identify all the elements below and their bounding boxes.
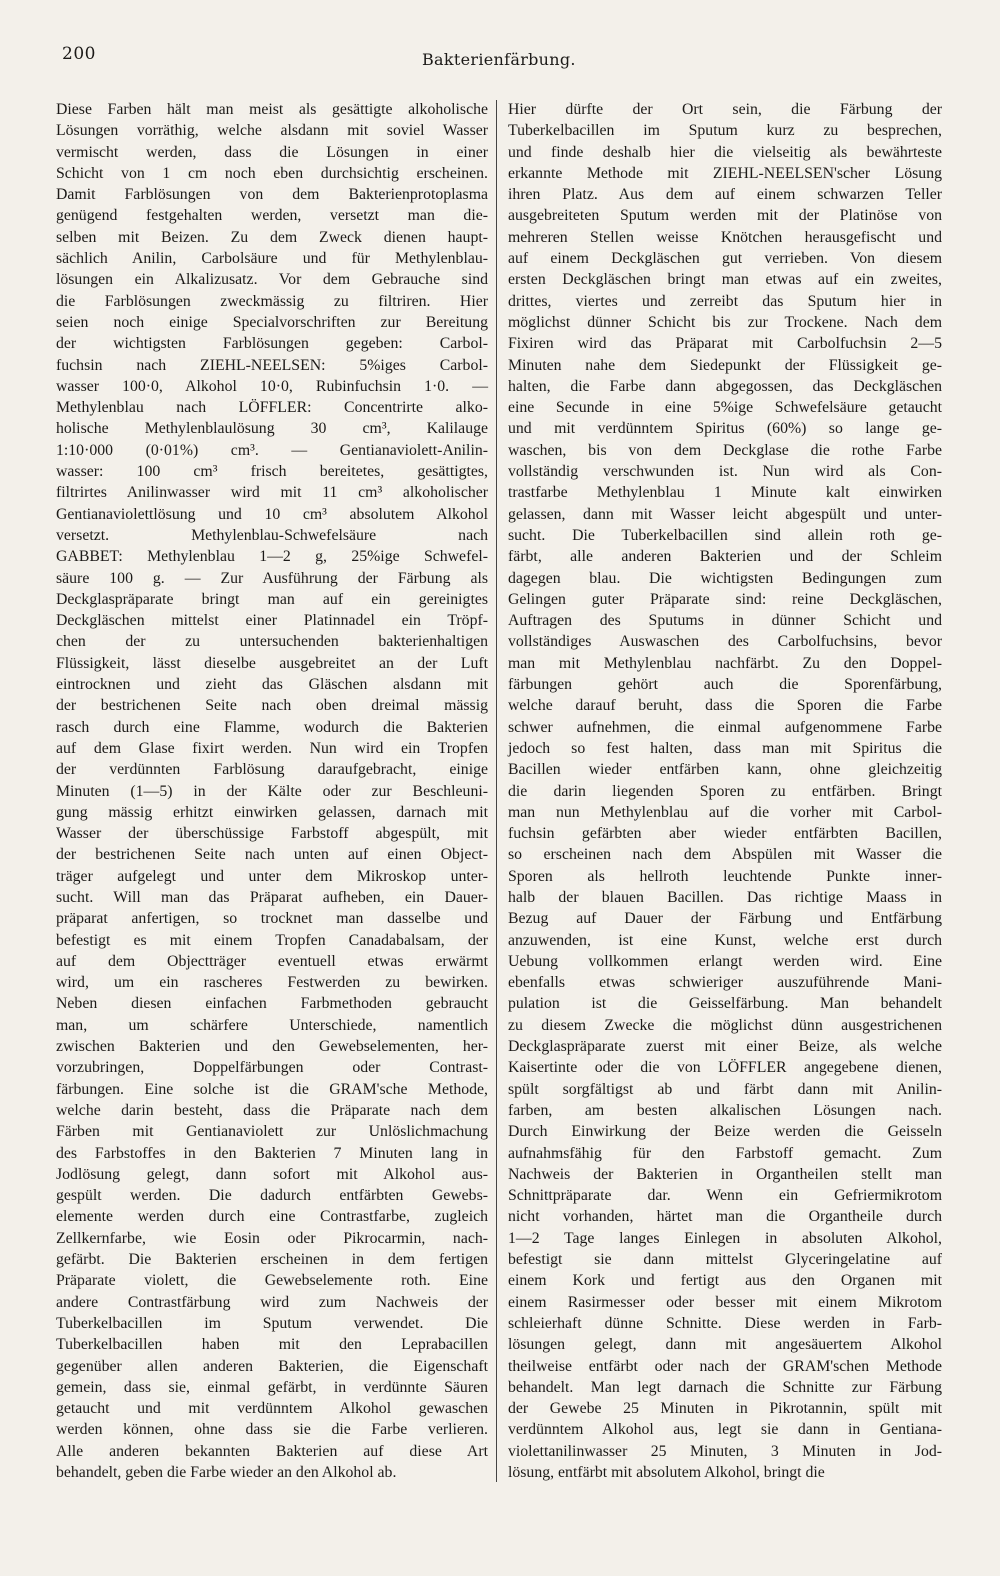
text-line: färbt, alle anderen Bakterien und der Schleim [508, 548, 942, 566]
text-line: filtrirtes Anilinwasser wird mit 11 cm³ alkoholischer [56, 484, 488, 502]
text-line: Nachweis der Bakterien in Organtheilen stellt man [508, 1165, 942, 1183]
text-line: elemente werden durch eine Contrastfarbe, zugleich [56, 1208, 488, 1226]
text-line: erkannte Methode mit ZIEHL-NEELSEN'scher Lösung [508, 164, 942, 182]
text-line: halb der blauen Bacillen. Das richtige Maass in [508, 888, 942, 906]
text-line: einem Kork und fertigt aus den Organen mit [508, 1272, 942, 1290]
text-line: rasch durch eine Flamme, wodurch die Bakterien [56, 718, 488, 736]
text-line: trastfarbe Methylenblau 1 Minute kalt einwirken [508, 484, 942, 502]
running-title: Bakterienfärbung. [422, 50, 576, 69]
text-line: auf dem Glase fixirt werden. Nun wird ein Tropfen [56, 739, 488, 757]
text-line: welche darauf beruht, dass die Sporen die Farbe [508, 697, 942, 715]
right-text-column [508, 99, 942, 1483]
text-line: violettanilinwasser 25 Minuten, 3 Minuten in Jod- [508, 1442, 942, 1460]
text-line: Alle anderen bekannten Bakterien auf diese Art [56, 1442, 488, 1460]
text-line: sucht. Will man das Präparat aufheben, ein Dauer- [56, 888, 488, 906]
text-line: und mit verdünntem Spiritus (60%) so lange ge- [508, 420, 942, 438]
text-line: Färben mit Gentianaviolett zur Unlöslichmachung [56, 1123, 488, 1141]
text-line: einem Rasirmesser oder besser mit einem Mikrotom [508, 1293, 942, 1311]
text-line: andere Contrastfärbung wird zum Nachweis der [56, 1293, 488, 1311]
text-line: Bacillen wieder entfärben kann, ohne gleichzeitig [508, 761, 942, 779]
text-line: die darin liegenden Sporen zu entfärben. Bringt [508, 782, 942, 800]
text-line: zu diesem Zwecke die möglichst dünn ausgestrichenen [508, 1016, 942, 1034]
text-line: gespült werden. Die dadurch entfärbten Gewebs- [56, 1187, 488, 1205]
text-line: und finde deshalb hier die vielseitig als bewährteste [508, 143, 942, 161]
text-line: präparat anfertigen, so trocknet man dasselbe und [56, 910, 488, 928]
text-line: spült sorgfältigst ab und färbt dann mit Anilin- [508, 1080, 942, 1098]
text-line: sächlich Anilin, Carbolsäure und für Methylenblau- [56, 250, 488, 268]
text-line: welche darin besteht, dass die Präparate nach dem [56, 1101, 488, 1119]
text-line: lösungen ein Alkalizusatz. Vor dem Gebrauche sind [56, 271, 488, 289]
text-line: Diese Farben hält man meist als gesättigte alkoholische [56, 101, 488, 118]
text-line: behandelt. Man legt darnach die Schnitte zur Färbung [508, 1378, 942, 1396]
text-line: seien noch einige Specialvorschriften zur Bereitung [56, 313, 488, 331]
text-line: vorzubringen, Doppelfärbungen oder Contrast- [56, 1059, 488, 1077]
text-line: vollständig verschwunden ist. Nun wird als Con- [508, 463, 942, 481]
text-line: pulation ist die Geisselfärbung. Man behandelt [508, 995, 942, 1013]
text-line: Wasser der überschüssige Farbstoff abgespült, mit [56, 825, 488, 843]
text-line: man, um schärfere Unterschiede, namentlich [56, 1016, 488, 1034]
text-line: wasser 100·0, Alkohol 10·0, Rubinfuchsin 1·0. — [56, 377, 488, 395]
text-line: der Gewebe 25 Minuten in Pikrotannin, spült mit [508, 1400, 942, 1418]
text-line: vermischt werden, dass die Lösungen in einer [56, 143, 488, 161]
text-line: der wichtigsten Farblösungen gegeben: Carbol- [56, 335, 488, 353]
text-line: man mit Methylenblau nachfärbt. Zu den Doppel- [508, 654, 942, 672]
text-line: lösung, entfärbt mit absolutem Alkohol, bringt die [508, 1464, 825, 1481]
text-line: so erscheinen nach dem Abspülen mit Wasser die [508, 846, 942, 864]
text-line: drittes, viertes und zerreibt das Sputum hier in [508, 292, 942, 310]
text-line: jedoch so fest halten, dass man mit Spiritus die [508, 739, 942, 757]
text-line: befestigt es mit einem Tropfen Canadabalsam, der [56, 931, 488, 949]
page-header [62, 44, 582, 74]
text-line: Neben diesen einfachen Farbmethoden gebraucht [56, 995, 488, 1013]
text-line: behandelt, geben die Farbe wieder an den Alkohol ab. [56, 1464, 397, 1481]
text-line: 1—2 Tage langes Einlegen in absoluten Alkohol, [508, 1229, 942, 1247]
text-line: Hier dürfte der Ort sein, die Färbung der [508, 101, 942, 118]
text-line: Lösungen vorräthig, welche alsdann mit soviel Wasser [56, 122, 488, 140]
page-number: 200 [62, 44, 96, 64]
text-line: ersten Deckgläschen bringt man etwas auf ein zweites, [508, 271, 942, 289]
text-line: ihren Platz. Aus dem auf einem schwarzen Teller [508, 186, 942, 204]
text-line: Gentianaviolettlösung und 10 cm³ absolutem Alkohol [56, 505, 488, 523]
text-line: befestigt sie dann mittelst Glyceringelatine auf [508, 1251, 942, 1269]
text-line: Deckglaspräparate zuerst mit einer Beize, als welche [508, 1038, 942, 1056]
column-divider [496, 100, 497, 1482]
text-line: schleierhaft dünne Schnitte. Diese werden in Farb- [508, 1314, 942, 1332]
text-line: fuchsin nach ZIEHL-NEELSEN: 5%iges Carbol- [56, 356, 488, 374]
text-line: wird, um ein rascheres Festwerden zu bewirken. [56, 974, 488, 992]
text-line: träger aufgelegt und unter dem Mikroskop unter- [56, 867, 488, 885]
text-line: zwischen Bakterien und den Gewebselementen, her- [56, 1038, 488, 1056]
text-line: man nun Methylenblau auf die vorher mit Carbol- [508, 803, 942, 821]
text-line: sucht. Die Tuberkelbacillen sind allein roth ge- [508, 526, 942, 544]
text-line: GABBET: Methylenblau 1—2 g, 25%ige Schwefel- [56, 548, 488, 566]
text-line: Jodlösung gelegt, dann sofort mit Alkohol aus- [56, 1165, 488, 1183]
text-line: der bestrichenen Seite nach oben dreimal mässig [56, 697, 488, 715]
text-line: versetzt. Methylenblau-Schwefelsäure nach [56, 526, 488, 544]
text-line: theilweise entfärbt oder nach der GRAM'schen Methode [508, 1357, 942, 1375]
text-line: Minuten nahe dem Siedepunkt der Flüssigkeit ge- [508, 356, 942, 374]
text-line: Sporen als hellroth leuchtende Punkte inner- [508, 867, 942, 885]
text-line: Schnittpräparate dar. Wenn ein Gefriermikrotom [508, 1187, 942, 1205]
text-line: Durch Einwirkung der Beize werden die Geisseln [508, 1123, 942, 1141]
text-line: Kaisertinte oder die von LÖFFLER angegebene dienen, [508, 1059, 942, 1077]
text-line: 1:10·000 (0·01%) cm³. — Gentianaviolett-Anilin- [56, 441, 488, 459]
text-line: gung mässig erhitzt einwirken gelassen, darnach mit [56, 803, 488, 821]
text-line: selben mit Beizen. Zu dem Zweck dienen haupt- [56, 228, 488, 246]
text-line: fuchsin gefärbten aber wieder entfärbten Bacillen, [508, 825, 942, 843]
text-line: verdünntem Alkohol aus, legt sie dann in Gentiana- [508, 1421, 942, 1439]
text-line: säure 100 g. — Zur Ausführung der Färbung als [56, 569, 488, 587]
text-line: gegenüber allen anderen Bakterien, die Eigenschaft [56, 1357, 488, 1375]
text-line: Zellkernfarbe, wie Eosin oder Pikrocarmin, nach- [56, 1229, 488, 1247]
text-line: getaucht und mit verdünntem Alkohol gewaschen [56, 1400, 488, 1418]
text-line: eine Secunde in eine 5%ige Schwefelsäure getaucht [508, 399, 942, 417]
text-line: vollständiges Auswaschen des Carbolfuchsins, bevor [508, 633, 942, 651]
text-line: mehreren Stellen weisse Knötchen herausgefischt und [508, 228, 942, 246]
text-line: eintrocknen und zieht das Gläschen alsdann mit [56, 676, 488, 694]
text-line: färbungen. Eine solche ist die GRAM'sche Methode, [56, 1080, 488, 1098]
text-line: schwer aufnehmen, die einmal aufgenommene Farbe [508, 718, 942, 736]
text-line: Deckgläschen mittelst einer Platinnadel ein Tröpf- [56, 612, 488, 630]
text-line: Deckglaspräparate bringt man auf ein gereinigtes [56, 590, 488, 608]
text-line: die Farblösungen zweckmässig zu filtriren. Hier [56, 292, 488, 310]
text-line: der bestrichenen Seite nach unten auf einen Object- [56, 846, 488, 864]
text-line: Bezug auf Dauer der Färbung und Entfärbung [508, 910, 942, 928]
text-line: Methylenblau nach LÖFFLER: Concentrirte alko- [56, 399, 488, 417]
text-line: anzuwenden, ist eine Kunst, welche erst durch [508, 931, 942, 949]
text-line: Minuten (1—5) in der Kälte oder zur Beschleuni- [56, 782, 488, 800]
text-line: holische Methylenblaulösung 30 cm³, Kalilauge [56, 420, 488, 438]
text-line: Schicht von 1 cm noch eben durchsichtig erscheinen. [56, 164, 488, 182]
text-line: ausgebreiteten Sputum werden mit der Platinöse von [508, 207, 942, 225]
text-line: aufnahmsfähig für den Farbstoff gemacht. Zum [508, 1144, 942, 1162]
text-line: gemein, dass sie, einmal gefärbt, in verdünnte Säuren [56, 1378, 488, 1396]
text-line: Auftragen des Sputums in dünner Schicht und [508, 612, 942, 630]
text-line: dagegen blau. Die wichtigsten Bedingungen zum [508, 569, 942, 587]
text-line: auf einem Deckgläschen gut verrieben. Von diesem [508, 250, 942, 268]
text-line: Gelingen guter Präparate sind: reine Deckgläschen, [508, 590, 942, 608]
text-line: der verdünnten Farblösung daraufgebracht, einige [56, 761, 488, 779]
text-line: färbungen gehört auch die Sporenfärbung, [508, 676, 942, 694]
text-line: wasser: 100 cm³ frisch bereitetes, gesättigtes, [56, 463, 488, 481]
text-line: auf dem Objectträger eventuell etwas erwärmt [56, 952, 488, 970]
text-line: gefärbt. Die Bakterien erscheinen in dem fertigen [56, 1251, 488, 1269]
text-line: waschen, bis von dem Deckglase die rothe Farbe [508, 441, 942, 459]
text-line: möglichst dünner Schicht bis zur Trockene. Nach dem [508, 313, 942, 331]
left-text-column [56, 99, 488, 1483]
text-line: nicht vorhanden, härtet man die Organtheile durch [508, 1208, 942, 1226]
text-line: ebenfalls etwas schwieriger auszuführende Mani- [508, 974, 942, 992]
text-line: Flüssigkeit, lässt dieselbe ausgebreitet an der Luft [56, 654, 488, 672]
text-line: des Farbstoffes in den Bakterien 7 Minuten lang in [56, 1144, 488, 1162]
text-line: farben, am besten alkalischen Lösungen nach. [508, 1101, 942, 1119]
text-line: chen der zu untersuchenden bakterienhaltigen [56, 633, 488, 651]
text-line: Tuberkelbacillen im Sputum verwendet. Die [56, 1314, 488, 1332]
text-line: gelassen, dann mit Wasser leicht abgespült und unter- [508, 505, 942, 523]
text-line: Uebung vollkommen erlangt werden wird. Eine [508, 952, 942, 970]
text-line: Damit Farblösungen von dem Bakterienprotoplasma [56, 186, 488, 204]
text-line: werden können, ohne dass sie die Farbe verlieren. [56, 1421, 488, 1439]
text-line: Tuberkelbacillen im Sputum kurz zu besprechen, [508, 122, 942, 140]
text-line: lösungen gelegt, dann mit angesäuertem Alkohol [508, 1336, 942, 1354]
text-line: Präparate violett, die Gewebselemente roth. Eine [56, 1272, 488, 1290]
text-line: halten, die Farbe dann abgegossen, das Deckgläschen [508, 377, 942, 395]
text-line: Tuberkelbacillen haben mit den Leprabacillen [56, 1336, 488, 1354]
text-line: genügend festgehalten werden, versetzt man die- [56, 207, 488, 225]
text-line: Fixiren wird das Präparat mit Carbolfuchsin 2—5 [508, 335, 942, 353]
